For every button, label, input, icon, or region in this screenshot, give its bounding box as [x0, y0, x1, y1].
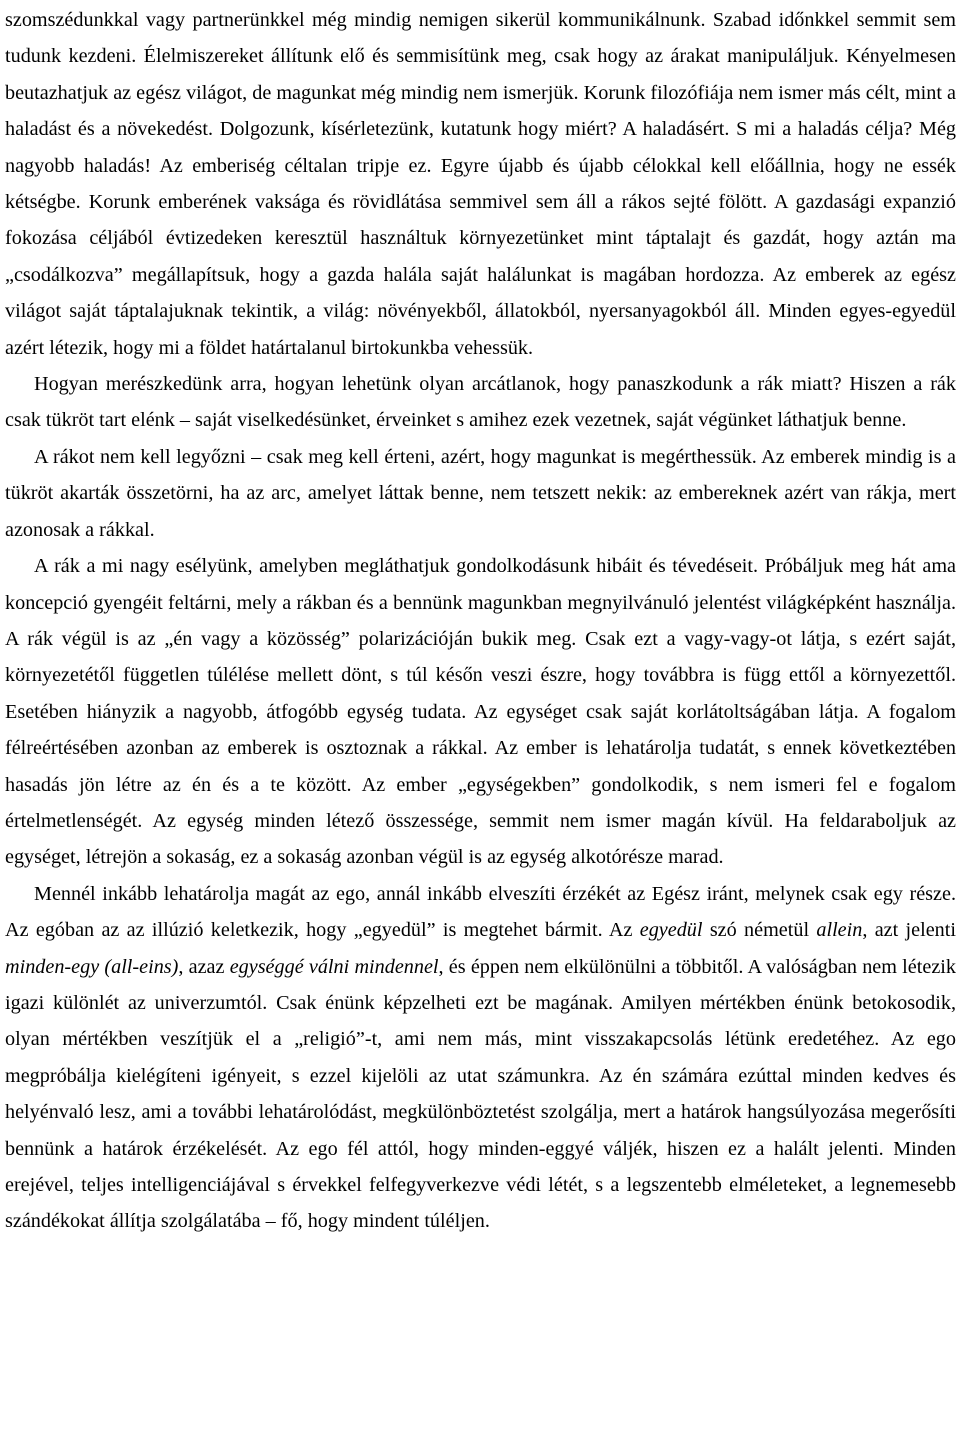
paragraph-2 — [5, 366, 956, 439]
paragraph-5-text-d: , azaz — [178, 955, 230, 978]
paragraph-4 — [5, 548, 956, 876]
paragraph-5-italic-b: allein — [816, 919, 863, 942]
paragraph-5-text-e: , és éppen nem elkülönülni a többitől. A valóságban nem létezik igazi különlét az univerzumtól. Csak énünk képzelheti ezt be magának. Amilyen mértékben énünk betokosodik, olyan mértékben veszítjük el a „religió”-t, ami nem más, mint visszakapcsolás létünk eredetéhez. Az ego megpróbálja kielégíteni igényeit, s ezzel kijelöli az utat számunkra. Az én számára ezúttal minden kedves és helyénvaló lesz, ami a további lehatárolódást, megkülönböztetést szolgálja, mert a határok hangsúlyozása megerősíti bennünk a határok érzékelését. Az ego fél attól, hogy minden-eggyé váljék, hiszen ez a halált jelenti. Minden erejével, teljes intelligenciájával s érvekkel felfegyverkezve védi létét, s a legszentebb elméleteket, a legnemesebb szándékokat állítja szolgálatába – fő, hogy mindent túléljen. — [5, 955, 956, 1233]
paragraph-5-italic-c: minden-egy (all-eins) — [5, 955, 179, 978]
paragraph-5-italic-a: egyedül — [639, 919, 703, 942]
paragraph-5-italic-d: egységgé válni mindennel — [229, 955, 439, 978]
paragraph-1 — [5, 2, 956, 366]
paragraph-3-text: A rákot nem kell legyőzni – csak meg kell érteni, azért, hogy magunkat is megérthessük. Az emberek mindig is a tükröt akarták összetörni, ha az arc, amelyet láttak benne, nem tetszett nekik: az embereknek azért van rákja, mert azonosak a rákkal. — [5, 445, 956, 541]
paragraph-2-text: Hogyan merészkedünk arra, hogyan lehetünk olyan arcátlanok, hogy panaszkodunk a rák miatt? Hiszen a rák csak tükröt tart elénk – saját viselkedésünket, érveinket s amihez ezek vezetnek, saját végünket láthatjuk benne. — [5, 373, 956, 432]
paragraph-5 — [5, 876, 956, 1240]
paragraph-5-text-a: Mennél inkább lehatárolja magát az ego, annál inkább elveszíti érzékét az Egész iránt, melynek csak egy része. Az egóban az az illúzió keletkezik, hogy „egyedül” is megtehet bármit. Az — [5, 882, 956, 942]
paragraph-4-text: A rák a mi nagy esélyünk, amelyben megláthatjuk gondolkodásunk hibáit és tévedéseit. Próbáljuk meg hát ama koncepció gyengéit feltárni, mely a rákban és a bennünk magunkban megnyilvánuló jelentést világképként használja. A rák végül is az „én vagy a közösség” polarizációján bukik meg. Csak ezt a vagy-vagy-ot látja, s ezért saját, környezetétől független túlélése mellett dönt, s túl későn veszi észre, hogy továbbra is függ ettől a környezettől. Esetében hiányzik a nagyobb, átfogóbb egység tudata. Az egységet csak saját korlátoltságában látja. A fogalom félreértésében azonban az emberek is osztoznak a rákkal. Az ember is lehatárolja tudatát, s ennek következtében hasadás jön létre az én és a te között. Az ember „egységekben” gondolkodik, s nem ismeri fel e fogalom értelmetlenségét. Az egység minden létező összessége, semmit nem ismer magán kívül. Ha feldaraboljuk az egységet, létrejön a sokaság, ez a sokaság azonban végül is az egység alkotórésze marad. — [5, 555, 956, 869]
paragraph-3 — [5, 439, 956, 548]
paragraph-5-text-b: szó németül — [702, 919, 817, 942]
paragraph-5-text-c: , azt jelenti — [862, 919, 956, 942]
paragraph-1-text: szomszédunkkal vagy partnerünkkel még mindig nemigen sikerül kommunikálnunk. Szabad időnkkel semmit sem tudunk kezdeni. Élelmiszereket állítunk elő és semmisítünk meg, csak hogy az árakat manipuláljuk. Kényelmesen beutazhatjuk az egész világot, de magunkat még mindig nem ismerjük. Korunk filozófiája nem ismer más célt, mint a haladást és a növekedést. Dolgozunk, kísérletezünk, kutatunk hogy miért? A haladásért. S mi a haladás célja? Még nagyobb haladás! Az emberiség céltalan tripje ez. Egyre újabb és újabb célokkal kell előállnia, hogy ne essék kétségbe. Korunk emberének vaksága és rövidlátása semmivel sem áll a rákos sejté fölött. A gazdasági expanzió fokozása céljából évtizedeken keresztül használtuk környezetünket mint táptalajt és gazdát, hogy aztán ma „csodálkozva” megállapítsuk, hogy a gazda halála saját halálunkat is magában hordozza. Az emberek az egész világot saját táptalajuknak tekintik, a világ: növényekből, állatokból, nyersanyagokból áll. Minden egyes-egyedül azért létezik, hogy mi a földet határtalanul birtokunkba vehessük. — [5, 9, 956, 359]
